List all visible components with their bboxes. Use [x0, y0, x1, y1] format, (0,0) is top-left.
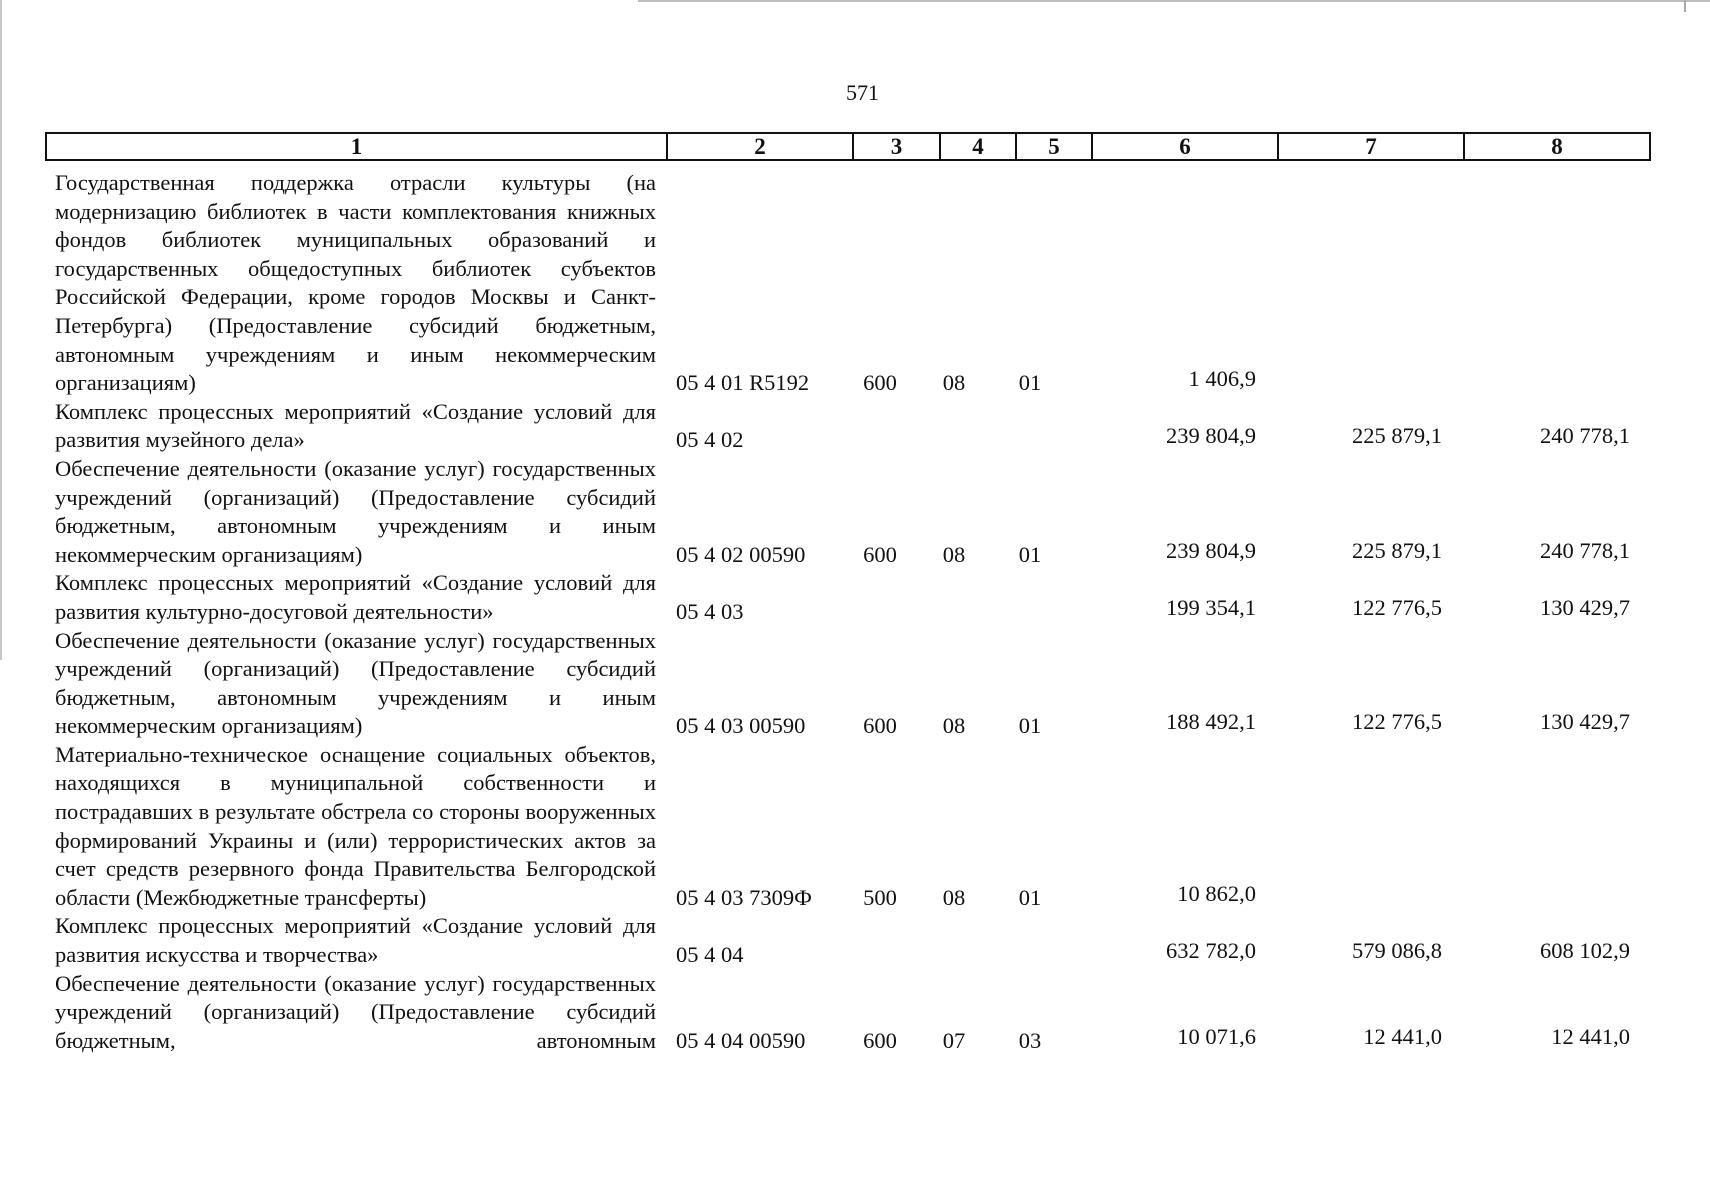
page-number: 571	[846, 80, 879, 105]
table-row	[55, 398, 1655, 455]
row-pr: 01	[1018, 884, 1042, 910]
table-row	[55, 912, 1655, 969]
header-col-3: 3	[854, 134, 941, 159]
row-name: Обеспечение деятельности (оказание услуг) государственных учреждений (организаций) (Предоставление субсидий бюджетным, автономным	[55, 970, 656, 1053]
row-code: 05 4 04 00590	[676, 1027, 806, 1053]
row-sum-3: 130 429,7	[1540, 594, 1630, 620]
row-pr: 01	[1018, 370, 1042, 396]
row-name: Материально-техническое оснащение социальных объектов, находящихся в муниципальной собственности и пострадавших в результате обстрела со стороны вооруженных формирований Украины и (или) террористических актов за счет средств резервного фонда Правительства Белгородской области (Межбюджетные трансферты)	[55, 741, 656, 910]
header-col-2: 2	[668, 134, 854, 159]
row-code: 05 4 02	[676, 427, 744, 453]
row-vr: 600	[863, 541, 897, 567]
row-sum-2: 12 441,0	[1363, 1023, 1442, 1049]
row-sum-2: 225 879,1	[1352, 423, 1442, 449]
row-sum-2: 122 776,5	[1352, 594, 1442, 620]
row-sum-1: 239 804,9	[1166, 537, 1256, 563]
row-name: Комплекс процессных мероприятий «Создание условий для развития культурно-досуговой деятельности»	[55, 570, 656, 624]
table-row	[55, 569, 1655, 626]
row-rz: 08	[942, 884, 966, 910]
table-row	[55, 627, 1655, 741]
header-col-5: 5	[1017, 134, 1093, 159]
row-sum-1: 1 406,9	[1188, 366, 1256, 392]
row-vr: 500	[863, 884, 897, 910]
row-code: 05 4 03 7309Ф	[676, 884, 812, 910]
row-sum-1: 199 354,1	[1166, 594, 1256, 620]
row-sum-1: 10 071,6	[1177, 1023, 1256, 1049]
header-col-7: 7	[1279, 134, 1465, 159]
row-pr: 01	[1018, 713, 1042, 739]
row-sum-1: 632 782,0	[1166, 938, 1256, 964]
row-rz: 08	[942, 713, 966, 739]
row-sum-3: 608 102,9	[1540, 938, 1630, 964]
table-header	[45, 132, 1651, 161]
budget-table	[55, 169, 1655, 1055]
header-col-6: 6	[1093, 134, 1279, 159]
scan-edge-top	[638, 0, 1710, 2]
row-sum-1: 188 492,1	[1166, 709, 1256, 735]
row-rz: 07	[942, 1027, 966, 1053]
row-name: Государственная поддержка отрасли культуры (на модернизацию библиотек в части комплектования книжных фондов библиотек муниципальных образований и государственных общедоступных библиотек субъектов Российской Федерации, кроме городов Москвы и Санкт-Петербурга) (Предоставление субсидий бюджетным, автономным учреждениям и иным некоммерческим организациям)	[55, 170, 656, 396]
row-rz: 08	[942, 541, 966, 567]
row-rz: 08	[942, 370, 966, 396]
row-sum-1: 10 862,0	[1177, 880, 1256, 906]
row-name: Комплекс процессных мероприятий «Создание условий для развития музейного дела»	[55, 398, 656, 453]
row-sum-3: 12 441,0	[1551, 1023, 1630, 1049]
row-code: 05 4 02 00590	[676, 541, 806, 567]
row-sum-2: 122 776,5	[1352, 709, 1442, 735]
row-sum-2: 579 086,8	[1352, 938, 1442, 964]
row-pr: 03	[1018, 1027, 1042, 1053]
row-name: Обеспечение деятельности (оказание услуг) государственных учреждений (организаций) (Предоставление субсидий бюджетным, автономным учреждениям и иным некоммерческим организациям)	[55, 455, 656, 567]
row-sum-3: 240 778,1	[1540, 423, 1630, 449]
row-name: Обеспечение деятельности (оказание услуг) государственных учреждений (организаций) (Предоставление субсидий бюджетным, автономным учреждениям и иным некоммерческим организациям)	[55, 627, 656, 739]
row-code: 05 4 01 R5192	[676, 370, 810, 396]
header-col-4: 4	[941, 134, 1017, 159]
row-code: 05 4 03 00590	[676, 713, 806, 739]
row-vr: 600	[863, 1027, 897, 1053]
row-code: 05 4 03	[676, 598, 744, 624]
row-vr: 600	[863, 370, 897, 396]
row-sum-3: 240 778,1	[1540, 537, 1630, 563]
row-name: Комплекс процессных мероприятий «Создание условий для развития искусства и творчества»	[55, 913, 656, 968]
table-row	[55, 741, 1655, 913]
table-row	[55, 970, 1655, 1056]
row-sum-3: 130 429,7	[1540, 709, 1630, 735]
header-col-8: 8	[1551, 134, 1563, 159]
header-col-1: 1	[47, 134, 668, 159]
scan-edge-right	[1684, 0, 1686, 12]
table-row	[55, 169, 1655, 398]
row-sum-1: 239 804,9	[1166, 423, 1256, 449]
table-row	[55, 455, 1655, 569]
row-vr: 600	[863, 713, 897, 739]
row-sum-2: 225 879,1	[1352, 537, 1442, 563]
row-code: 05 4 04	[676, 942, 744, 968]
row-pr: 01	[1018, 541, 1042, 567]
